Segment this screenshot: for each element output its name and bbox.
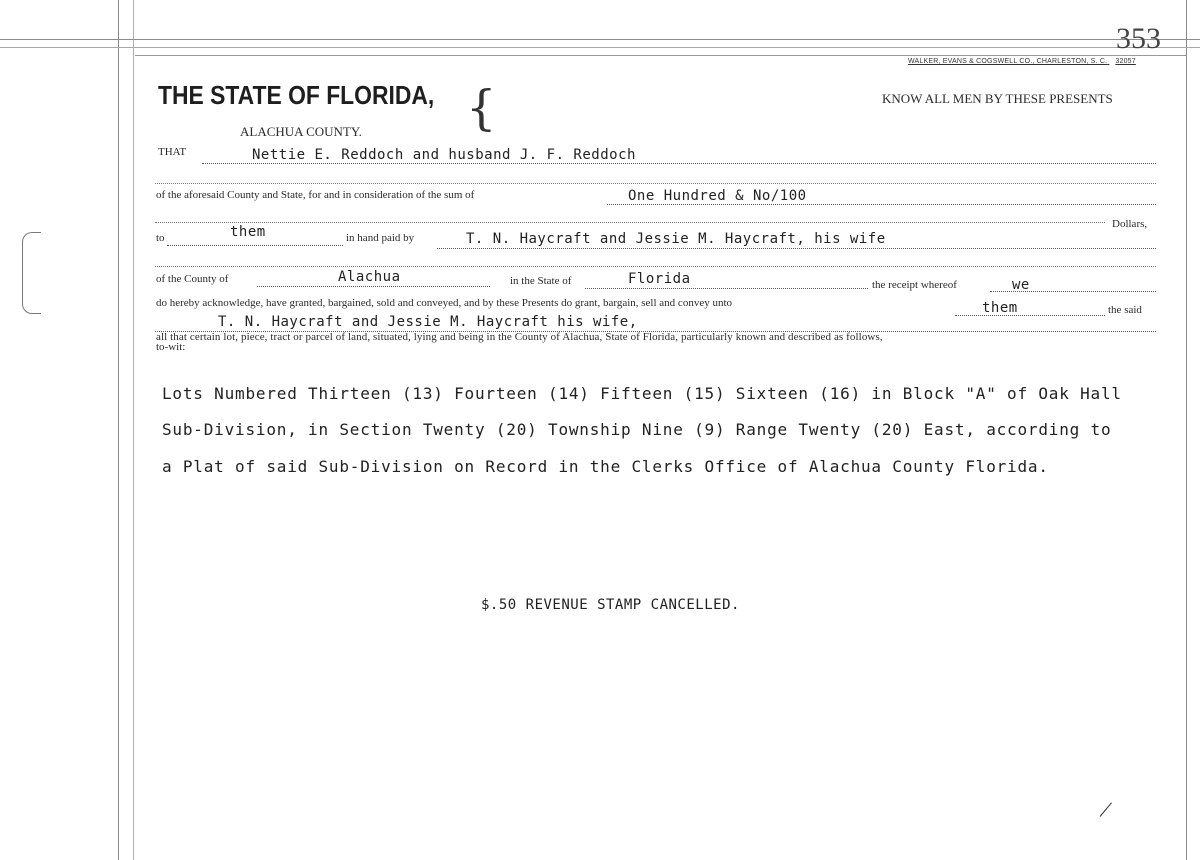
- sum-blank: [607, 204, 1156, 205]
- grantor-blank: [202, 163, 1156, 164]
- state-value: Florida: [628, 271, 691, 287]
- land-clause-2: to-wit:: [156, 341, 186, 353]
- revenue-stamp-note: $.50 REVENUE STAMP CANCELLED.: [481, 597, 740, 613]
- printer-imprint: [908, 58, 1136, 65]
- header-rule-1: [0, 39, 1200, 40]
- to-label: to: [156, 232, 165, 244]
- county-blank: [257, 286, 490, 287]
- ruled-line-3: [155, 266, 1156, 267]
- to-blank: [167, 245, 343, 246]
- that-label: THAT: [158, 146, 187, 158]
- county-of-label: of the County of: [156, 273, 229, 285]
- form-number: 32057: [1115, 58, 1136, 65]
- payers-blank: [437, 248, 1156, 249]
- sum-value: One Hundred & No/100: [628, 188, 807, 204]
- description-line-2: Sub-Division, in Section Twenty (20) Township Nine (9) Range Twenty (20) East, according to: [162, 420, 1112, 439]
- convey-value: them: [982, 300, 1018, 316]
- to-value: them: [230, 224, 266, 240]
- dollars-label: Dollars,: [1112, 218, 1148, 230]
- the-said-label: the said: [1108, 304, 1142, 316]
- grantor-names: Nettie E. Reddoch and husband J. F. Reddoch: [252, 147, 636, 163]
- land-clause-1: all that certain lot, piece, tract or parcel of land, situated, lying and being in the County of Alachua, State of Florida, particularly known and described as follows,: [156, 331, 883, 343]
- state-blank: [585, 288, 868, 289]
- margin-line-left-2: [133, 0, 134, 860]
- margin-line-left-1: [118, 0, 119, 860]
- ruled-line-2: [155, 222, 1105, 223]
- receipt-value: we: [1012, 277, 1030, 293]
- county-value: Alachua: [338, 269, 401, 285]
- paid-by-label: in hand paid by: [346, 232, 415, 244]
- payers-names: T. N. Haycraft and Jessie M. Haycraft, his wife: [466, 231, 886, 247]
- margin-line-right: [1186, 0, 1187, 860]
- state-title: THE STATE OF FLORIDA,: [158, 80, 435, 110]
- page-number: 353: [1116, 22, 1161, 55]
- consideration-label: of the aforesaid County and State, for and in consideration of the sum of: [156, 189, 475, 201]
- printer-name: WALKER, EVANS & COGSWELL CO., CHARLESTON, S. C.: [908, 58, 1108, 65]
- county-heading: ALACHUA COUNTY.: [240, 124, 362, 139]
- convey-blank: [955, 315, 1105, 316]
- description-line-3: a Plat of said Sub-Division on Record in the Clerks Office of Alachua County Florida.: [162, 457, 1049, 476]
- header-rule-3: [135, 55, 1186, 56]
- pen-tick-mark: [1100, 802, 1112, 816]
- ruled-line-1: [155, 183, 1156, 184]
- grantees-names: T. N. Haycraft and Jessie M. Haycraft his wife,: [218, 314, 638, 330]
- header-rule-2: [0, 47, 1200, 48]
- convey-text: do hereby acknowledge, have granted, bargained, sold and conveyed, and by these Presents do grant, bargain, sell and convey unto: [156, 297, 733, 309]
- description-line-1: Lots Numbered Thirteen (13) Fourteen (14) Fifteen (15) Sixteen (16) in Block "A" of Oak Hall: [162, 384, 1122, 403]
- receipt-label: the receipt whereof: [872, 279, 957, 291]
- know-all-men: KNOW ALL MEN BY THESE PRESENTS: [882, 91, 1113, 106]
- binding-hole-mark: [22, 232, 41, 314]
- state-of-label: in the State of: [510, 275, 572, 287]
- title-brace: {: [466, 80, 497, 136]
